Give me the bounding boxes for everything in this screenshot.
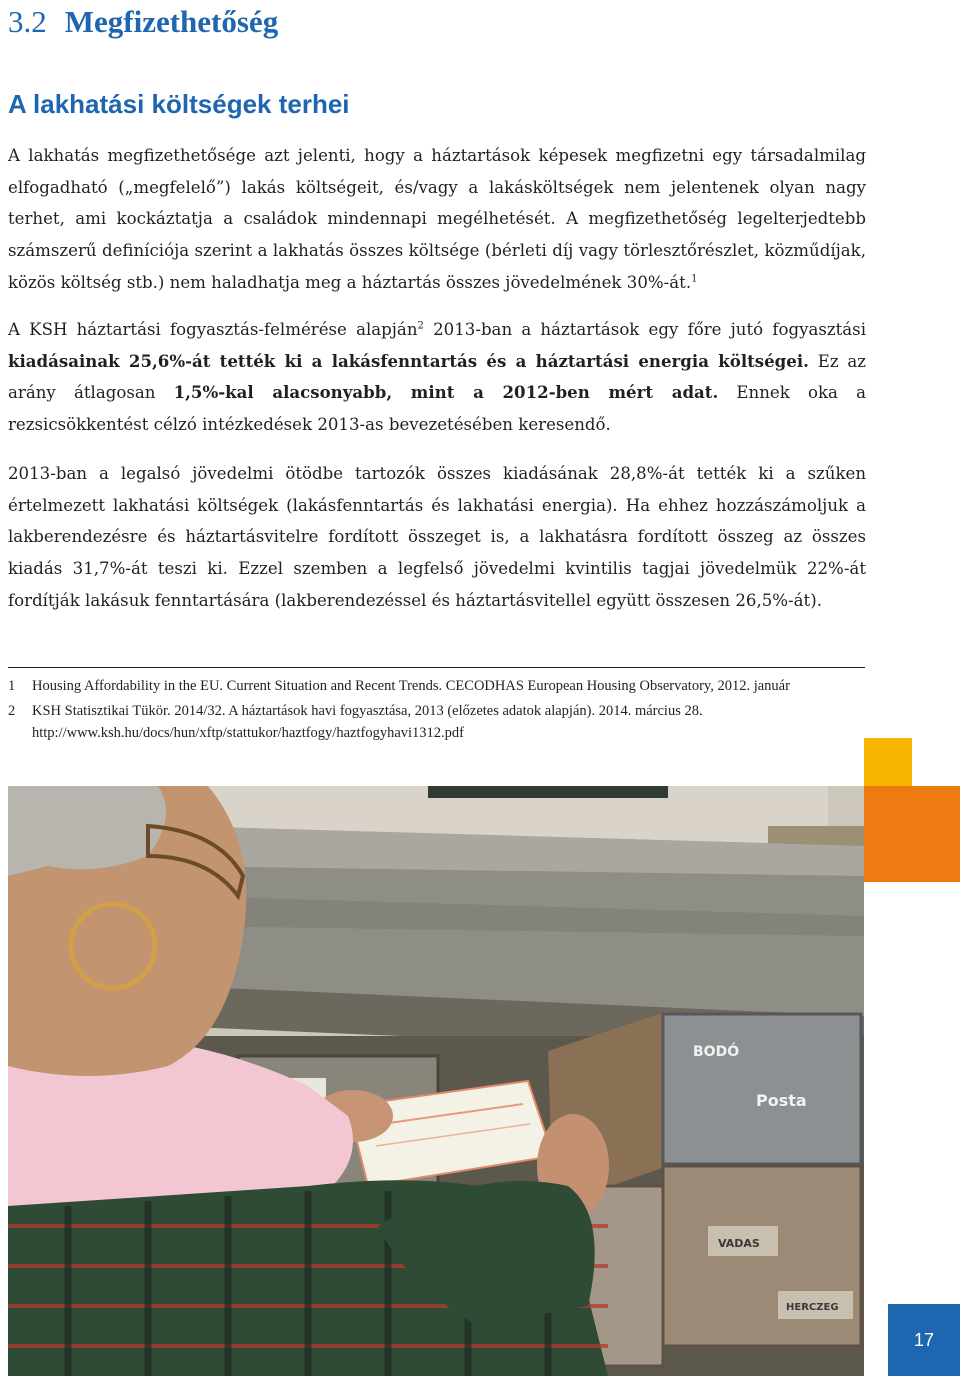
page-number: 17 (888, 1304, 960, 1376)
paragraph-affordability-definition: A lakhatás megfizethetősége azt jelenti, hogy a háztartások képesek megfizetni egy társadalmilag elfogadható („megfelelő”) lakás költségeit, és/vagy a lakásköltségek nem jelentenek olyan nagy terhet, ami kockáztatja a családok mindennapi megélhetését. A megfizethetőség legelterjedtebb számszerű definíciója szerint a lakhatás összes költsége (bérleti díj vagy törlesztőrészlet, közműdíjak, közös költség stb.) nem haladhatja meg a háztartás összes jövedelmének 30%-át.$^1$ (8, 146, 866, 292)
mailbox-label: HERCZEG (786, 1302, 839, 1313)
section-number: 3.2 (8, 4, 47, 39)
bold-decrease: 1,5%-kal alacsonyabb, mint a 2012-ben mért adat. (173, 382, 719, 403)
footnote-ref-2: 2 (417, 320, 424, 332)
footnote-2 (8, 700, 866, 744)
bold-expense-share: kiadásainak 25,6%-át tették ki a lakásfenntartás és a háztartási energia költségei. (8, 350, 809, 371)
footnote-text: Housing Affordability in the EU. Current Situation and Recent Trends. CECODHAS European Housing Observatory, 2012. január (32, 678, 790, 694)
section-heading (8, 0, 278, 44)
footnote-1 (8, 675, 866, 697)
footnote-text: KSH Statisztikai Tükör. 2014/32. A háztartások havi fogyasztása, 2013 (előzetes adatok alapján). 2014. március 28. http://www.ksh.hu/docs/hun/xftp/stattukor/haztfogy/haztfogyhavi1312.pdf (32, 703, 703, 741)
subheading: A lakhatási költségek terhei (8, 89, 350, 119)
paragraph-income-quintiles: 2013-ban a legalsó jövedelmi ötödbe tartozók összes kiadásának 28,8%-át tették ki a szűken értelmezett lakhatási költségek (lakásfenntartás és lakhatási energia). Ha ehhez hozzászámoljuk a lakberendezésre és háztartásvitelre fordított összeget is, a lakhatásra fordított összeg az összes kiadás 31,7%-át teszi ki. Ezzel szemben a legfelső jövedelmi kvintilis tagjai jövedelmük 22%-át fordítják lakásuk fenntartására (lakberendezéssel és háztartásvitellel együtt összesen 26,5%-át). (8, 464, 866, 610)
mailbox-label: VADAS (718, 1237, 760, 1250)
photo-woman-at-mailboxes (8, 786, 864, 1376)
footnote-number: 2 (8, 703, 16, 719)
paragraph-ksh-survey: A KSH háztartási fogyasztás-felmérése alapján$^2$ 2013-ban a háztartások egy főre jutó fogyasztási kiadásainak 25,6%-át tették ki a lakásfenntartás és a háztartási energia költségei. Ez az arány átlagosan 1,5%-kal alacsonyabb, mint a 2012-ben mért adat. Ennek oka a rezsicsökkentést célzó intézkedések 2013-as bevezetésében keresendő. (8, 320, 867, 435)
section-title: Megfizethetőség (64, 4, 279, 39)
mailbox-label: Posta (756, 1091, 807, 1110)
footnote-number: 1 (8, 678, 16, 694)
footnote-divider (8, 667, 865, 668)
decorative-square-yellow (864, 738, 912, 786)
footnote-ref-1: 1 (691, 273, 698, 285)
mailbox-label: BODÓ (693, 1044, 740, 1060)
decorative-square-orange (864, 786, 960, 882)
